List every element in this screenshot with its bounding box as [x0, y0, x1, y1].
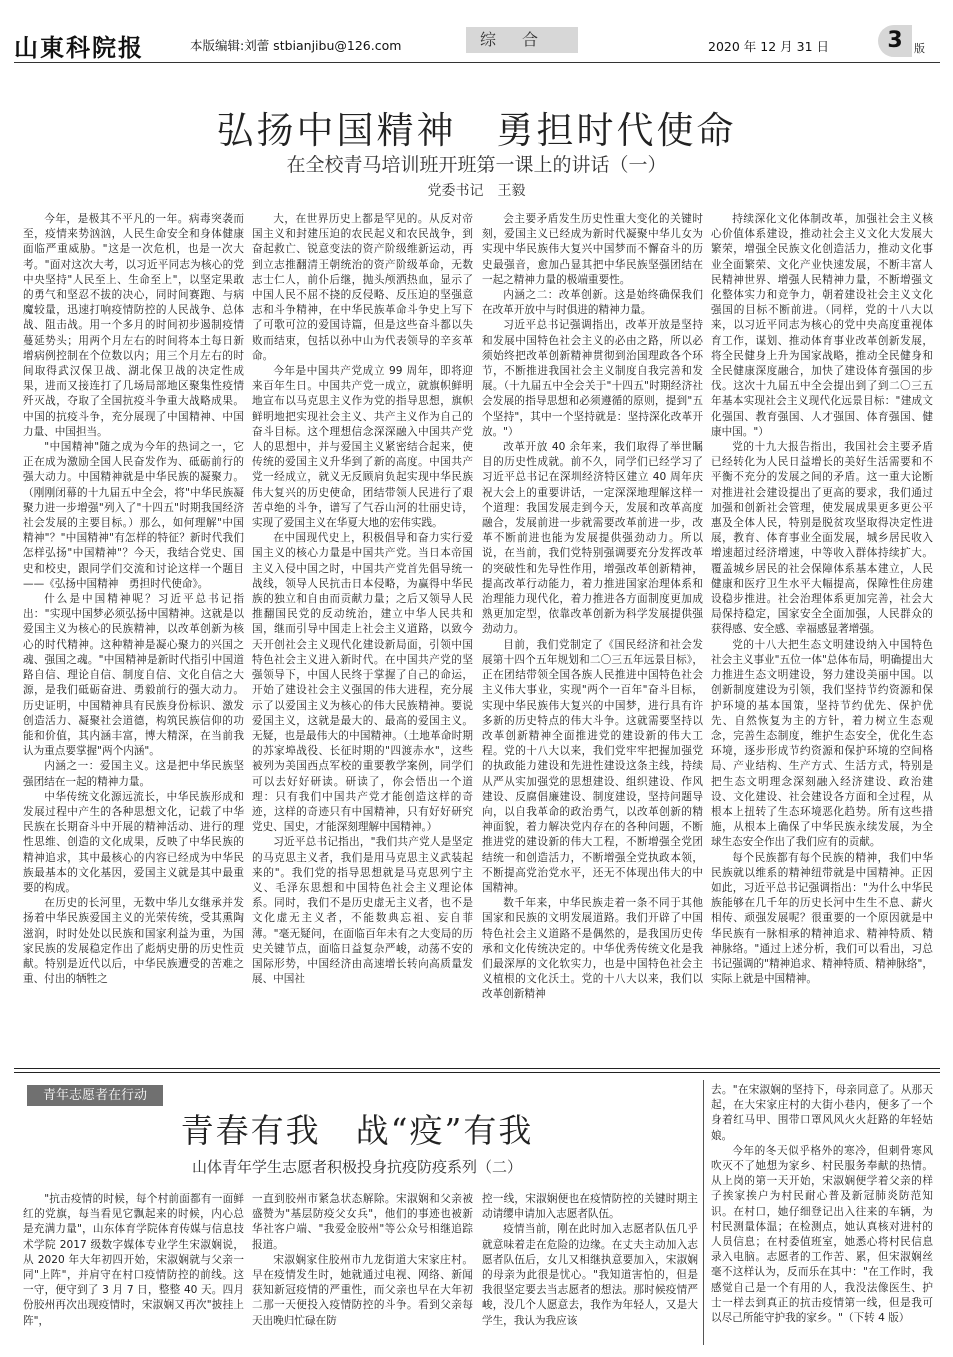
section-divider-secondary [14, 1072, 940, 1073]
paragraph: 改革开放 40 余年来，我们取得了举世瞩目的历史性成就。前不久，同学们已经学习了习近平总书记在深圳经济特区建立 40 周年庆祝大会上的重要讲话，一定深深地理解这样一个道理：我国发展走到今天，发展和改革高度融合，发展前进一步就需要改革前进一步，改革不断前进也能为发展提供强劲动力。所以说，在当前，我们党特别强调要充分发挥改革的突破性和先导性作用，增强改革创新精神，提高改革行动能力，着力推进国家治理体系和治理能力现代化，着力推进各方面制度更加成熟更加定型，依靠改革创新为科学发展提供强劲动力。 [482, 441, 703, 636]
page-number-suffix: 版 [914, 42, 925, 55]
paragraph: 今年，是极其不平凡的一年。病毒突袭而至，疫情来势汹汹，人民生命安全和身体健康面临严重威胁。"这是一次危机，也是一次大考。"面对这次大考，以习近平同志为核心的党中央坚持"人民至上、生命至上"，以坚定果敢的勇气和坚忍不拔的决心，同时间赛跑、与病魔较量，迅速打响疫情防控的人民战争、总体战、阻击战。用一个多月的时间初步遏制疫情蔓延势头；用两个月左右的时间将本土每日新增病例控制在个位数以内；用三个月左右的时间取得武汉保卫战、湖北保卫战的决定性成果，进而又接连打了几场局部地区聚集性疫情歼灭战，夺取了全国抗疫斗争重大战略成果。中国的抗疫斗争，充分展现了中国精神、中国力量、中国担当。 [23, 213, 244, 438]
column-rule [703, 1080, 704, 1345]
paragraph: 习近平总书记指出，"我们共产党人是坚定的马克思主义者，我们是用马克思主义武装起来的"。我们党的指导思想就是马克思列宁主义、毛泽东思想和中国特色社会主义理论体系。同时，我们不是历史虚无主义者，也不是文化虚无主义者，不能数典忘祖、妄自菲薄。"毫无疑问，在面临百年未有之大变局的历史关键节点，面临日益复杂严峻，动荡不安的国际形势，中国经济由高速增长转向高质量发展、中国社 [252, 836, 473, 986]
newspaper-logo: 山東科院报 [14, 33, 144, 62]
page-number-badge: 3 [878, 25, 912, 57]
article-byline: 党委书记 王毅 [427, 183, 526, 199]
paragraph: 大，在世界历史上都是罕见的。从反对帝国主义和封建压迫的农民起义和农民战争，到奋起救亡、锐意变法的资产阶级维新运动，再到立志推翻清王朝统治的资产阶级革命，无数志士仁人，前仆后继，抛头颅洒热血，显示了中国人民不屈不挠的反侵略、反压迫的坚强意志和斗争精神，在中华民族革命斗争史上写下了可歌可泣的爱国诗篇，但是这些奋斗都以失败而结束，包括以孙中山为代表领导的辛亥革命。 [252, 213, 473, 362]
paragraph: 目前，我们党制定了《国民经济和社会发展第十四个五年规划和二〇三五年远景目标》，正在团结带领全国各族人民推进中国特色社会主义伟大事业，实现"两个一百年"奋斗目标，实现中华民族伟大复兴的中国梦，进行具有许多新的历史特点的伟大斗争。这就需要坚持以改革创新精神全面推进党的建设新的伟大工程。党的十八大以来，我们党牢牢把握加强党的执政能力建设和先进性建设这条主线，持续从严从实加强党的思想建设、组织建设、作风建设、反腐倡廉建设、制度建设，坚持问题导向，以自我革命的政治勇气，以改革创新的精神面貌，着力解决党内存在的各种问题，不断推进党的建设新的伟大工程，不断增强全党团结统一和创造活力，不断增强全党执政本领，不断提高党治党水平，还无不体现出伟大的中国精神。 [482, 638, 703, 894]
section-divider [14, 1068, 940, 1069]
paragraph: 党的十八大把生态文明建设纳入中国特色社会主义事业"五位一体"总体布局，明确提出大力推进生态文明建设，努力建设美丽中国。以创新制度建设为引领，我们坚持节约资源和保护环境的基本国策，坚持节约优先、保护优先、自然恢复为主的方针，着力树立生态观念，完善生态制度，维护生态安全，优化生态环境，逐步形成节约资源和保护环境的空间格局、产业结构、生产方式、生活方式，特别是把生态文明理念深刻融入经济建设、政治建设、文化建设、社会建设各方面和全过程，从根本上扭转了生态环境恶化趋势。所有这些措施，从根本上确保了中华民族永续发展，为全球生态安全作出了我们应有的贡献。 [711, 638, 933, 849]
paragraph: 宋淑娴家住胶州市九龙街道大宋家庄村。早在疫情发生时，她就通过电视、网络、新闻获知新冠疫情的严重性，而父亲也早在大年初二那一天便投入疫情防控的斗争。看到父亲每天出晚归忙碌在防 [252, 1253, 473, 1327]
editor-credit: 本版编辑:刘蕾 stbianjibu@126.com [190, 38, 402, 53]
paragraph: 疫情当前，刚在此时加入志愿者队伍几乎就意味着走在危险的边缘。在丈夫主动加入志愿者队伍后，女儿又相继执意要加入，宋淑娴的母亲为此很是忧心。"我知道害怕的，但是我很坚定要去当志愿者的想法。那时候疫情严峻，没几个人愿意去，我作为年轻人，又是大学生，我认为我应该 [482, 1223, 698, 1327]
masthead [0, 0, 953, 70]
paragraph: 去。"在宋淑娴的坚持下，母亲同意了。从那天起，在大宋家庄村的大街小巷内，便多了一个身着红马甲、围带口罩风风火火赶路的年轻姑娘。 [711, 1084, 933, 1142]
paragraph: 数千年来，中华民族走着一条不同于其他国家和民族的文明发展道路。我们开辟了中国特色社会主义道路不是偶然的，是我国历史传承和文化传统决定的。中华优秀传统文化是我们最深厚的文化软实力，也是中国特色社会主义植根的文化沃土。党的十八大以来，我们以改革创新精神 [482, 897, 703, 1001]
article-column-1 [23, 212, 244, 1062]
paragraph: 什么是中国精神呢？习近平总书记指出："实现中国梦必须弘扬中国精神。这就是以爱国主义为核心的民族精神，以改革创新为核心的时代精神。这种精神是凝心聚力的兴国之魂、强国之魂。"中国精神是新时代指引中国道路自信、理论自信、制度自信、文化自信之大源，是我们砥砺奋进、勇毅前行的强大动力。历史证明，中国精神具有民族身份标识、激发创造活力、凝聚社会道德，构筑民族信仰的功能和价值，其内涵丰富，博大精深，在当前我认为重点要掌握"两个内涵"。 [23, 593, 244, 758]
paragraph: 在历史的长河里，无数中华儿女继承并发扬着中华民族爱国主义的光荣传统，受其熏陶滋润，时时处处以民族和国家利益为重，为国家民族的发展稳定作出了彪炳史册的历史性贡献。特别是近代以后，中华民族遭受的苦难之重、付出的牺牲之 [23, 897, 244, 986]
article-column-2 [252, 212, 473, 1062]
section-label: 综合 [466, 27, 578, 53]
paragraph: 会主要矛盾发生历史性重大变化的关键时刻，爱国主义已经成为新时代凝聚中华儿女为实现中华民族伟大复兴中国梦而不懈奋斗的历史最强音，愈加凸显其把中华民族坚强团结在一起之精神力量的极端重要性。 [482, 213, 703, 286]
paragraph: 党的十九大报告指出，我国社会主要矛盾已经转化为人民日益增长的美好生活需要和不平衡不充分的发展之间的矛盾。这一重大论断对推进社会建设提出了更高的要求，我们通过加强和创新社会管理，使发展成果更多更公平惠及全体人民，特别是脱贫攻坚取得决定性进展，教育、体育事业全面发展，城乡居民收入增速超过经济增速，中等收入群体持续扩大。覆盖城乡居民的社会保障体系基本建立，人民健康和医疗卫生水平大幅提高，保障性住房建设稳步推进。社会治理体系更加完善，社会大局保持稳定，国家安全全面加强，人民群众的获得感、安全感、幸福感显著增强。 [711, 441, 933, 636]
article2-column-4 [711, 1083, 933, 1347]
article2-headline: 青春有我 战“疫”有我 [180, 1111, 534, 1150]
paragraph: 习近平总书记强调指出，改革开放是坚持和发展中国特色社会主义的必由之路，所以必须始终把改革创新精神贯彻到治国理政各个环节，不断推进我国社会主义制度自我完善和发展。（十九届五中全会关于"十四五"时期经济社会发展的指导思想和必须遵循的原则，提到"五个坚持"，其中一个坚持就是：坚持深化改革开放。"） [482, 319, 703, 438]
paragraph: 今年的冬天似乎格外的寒冷，但刺骨寒风吹灭不了她想为家乡、村民服务奉献的热情。从上岗的第一天开始，宋淑娴便学着父亲的样子挨家挨户为村民耐心普及新冠肺炎防范知识。在村口，她仔细登记出入往来的车辆，为村民测量体温；在检测点，她认真核对进村的人员信息；在村委值班室，她悉心将村民信息录入电脑。志愿者的工作苦、累，但宋淑娴丝毫不这样认为，反而乐在其中："在工作时，我感觉自己是一个有用的人，我没法像医生、护士一样去到真正的抗击疫情第一线，但是我可以尽己所能守护我的家乡。"（下转 4 版） [711, 1144, 933, 1325]
article-headline: 弘扬中国精神 勇担时代使命 [216, 109, 737, 152]
article-subheadline: 在全校青马培训班开班第一课上的讲话（一） [286, 154, 667, 176]
paragraph: 每个民族都有每个民族的精神，我们中华民族就以维系的精神纽带就是中国精神。正因如此，习近平总书记强调指出："为什么中华民族能够在几千年的历史长河中生生不息、薪火相传、顽强发展呢？很重要的一个原因就是中华民族有一脉相承的精神追求、精神特质、精神脉络。"通过上述分析，我们可以看出，习总书记强调的"精神追求、精神特质、精神脉络"，实际上就是中国精神。 [711, 851, 933, 986]
paragraph: "抗击疫情的时候，每个村前面都有一面鲜红的党旗，每当看见它飘起来的时候，内心总是充满力量"，山东体育学院体育传媒与信息技术学院 2017 级数字媒体专业学生宋淑娴说，从 2020 年大年初四开始，宋淑娴就与父亲一同"上阵"，并肩守在村口疫情防控的前线。这一守，便守到了 3 月 7 日，整整 40 天。四月份胶州再次出现疫情时，宋淑娴又再次"披挂上阵"， [23, 1193, 244, 1327]
paragraph: 内涵之二：改革创新。这是始终确保我们在改革开放中与时俱进的精神力量。 [482, 289, 703, 317]
article2-column-1 [23, 1192, 244, 1347]
article2-subheadline: 山体青年学生志愿者积极投身抗疫防疫系列（二） [191, 1158, 522, 1176]
article2-column-2 [252, 1192, 473, 1347]
issue-date: 2020 年 12 月 31 日 [708, 39, 829, 54]
article-column-4 [711, 212, 933, 1062]
paragraph: 内涵之一：爱国主义。这是把中华民族坚强团结在一起的精神力量。 [23, 760, 244, 788]
article2-column-3 [482, 1192, 698, 1347]
masthead-rule [14, 62, 940, 63]
paragraph: 控一线，宋淑娴便也在疫情防控的关键时期主动请缨申请加入志愿者队伍。 [482, 1193, 698, 1221]
paragraph: 一直到胶州市紧急状态解除。宋淑娴和父亲被盛赞为"基层防疫父女兵"，他们的事迹也被新华社客户端、"我爱金胶州"等公众号相继追踪报道。 [252, 1193, 473, 1251]
column-tag: 青年志愿者在行动 [27, 1085, 163, 1106]
paragraph: 今年是中国共产党成立 99 周年，即将迎来百年生日。中国共产党一成立，就旗帜鲜明地宣布以马克思主义作为党的指导思想，旗帜鲜明地把实现社会主义、共产主义作为自己的奋斗目标。这个理想信念深深融入中国共产党人的思想中，并与爱国主义紧密结合起来，使传统的爱国主义升华到了新的高度。中国共产党一经成立，就义无反顾肩负起实现中华民族伟大复兴的历史使命，团结带领人民进行了艰苦卓绝的斗争，谱写了气吞山河的壮丽史诗，实现了爱国主义在华夏大地的宏伟实践。 [252, 365, 473, 530]
paragraph: 在中国现代史上，积极倡导和奋力实行爱国主义的核心力量是中国共产党。当日本帝国主义入侵中国之时，中国共产党首先倡导统一战线，领导人民抗击日本侵略，为赢得中华民族的独立和自由而贡献力量；之后又领导人民推翻国民党的反动统治，建立中华人民共和国，继而引导中国走上社会主义道路，以致今天开创社会主义现代化建设新局面，引领中国特色社会主义进入新时代。在中国共产党的坚强领导下，中国人民终于掌握了自己的命运，开始了建设社会主义强国的伟大进程，充分展示了以爱国主义为核心的伟大民族精神。要说爱国主义，这就是最大的、最高的爱国主义。无疑，也是最伟大的中国精神。（土地革命时期的苏家埠战役、长征时期的"四渡赤水"，这些被列为美国西点军校的重要教学案例，同学们可以去好好研读。研读了，你会悟出一个道理：只有我们中国共产党才能创造这样的奇迹，这样的奇迹只有中国精神，只有好好研究党史、国史，才能深刻理解中国精神。） [252, 532, 473, 834]
paragraph: "中国精神"随之成为今年的热词之一，它正在成为激励全国人民奋发作为、砥砺前行的强大动力。中国精神就是中华民族的凝聚力。（刚刚闭幕的十九届五中全会，将"中华民族凝聚力进一步增强"列入了"十四五"时期我国经济社会发展的主要目标。）那么，如何理解"中国精神"？"中国精神"有怎样的特征？新时代我们怎样弘扬"中国精神"？今天，我结合党史、国史和校史，跟同学们交流和讨论这样一个题目——《弘扬中国精神 勇担时代使命》。 [23, 441, 244, 590]
paragraph: 中华传统文化源远流长，中华民族形成和发展过程中产生的各种思想文化，记载了中华民族在长期奋斗中开展的精神活动、进行的理性思维、创造的文化成果，反映了中华民族的精神追求，其中最核心的内容已经成为中华民族最基本的文化基因，爱国主义就是其中最重要的构成。 [23, 790, 244, 894]
paragraph: 持续深化文化体制改革，加强社会主义核心价值体系建设，推动社会主义文化大发展大繁荣，增强全民族文化创造活力，推动文化事业全面繁荣、文化产业快速发展，不断丰富人民精神世界、增强人民精神力量，不断增强文化整体实力和竞争力，朝着建设社会主义文化强国的目标不断前进。（同样，党的十八大以来，以习近平同志为核心的党中央高度重视体育工作，谋划、推动体育事业改革创新发展，将全民健身上升为国家战略，推动全民健身和全民健康深度融合，加快了建设体育强国的步伐。这次十九届五中全会提出到了到二〇三五年基本实现社会主义现代化远景目标："建成文化强国、教育强国、人才强国、体育强国、健康中国。"） [711, 213, 933, 438]
article-column-3 [482, 212, 703, 1062]
